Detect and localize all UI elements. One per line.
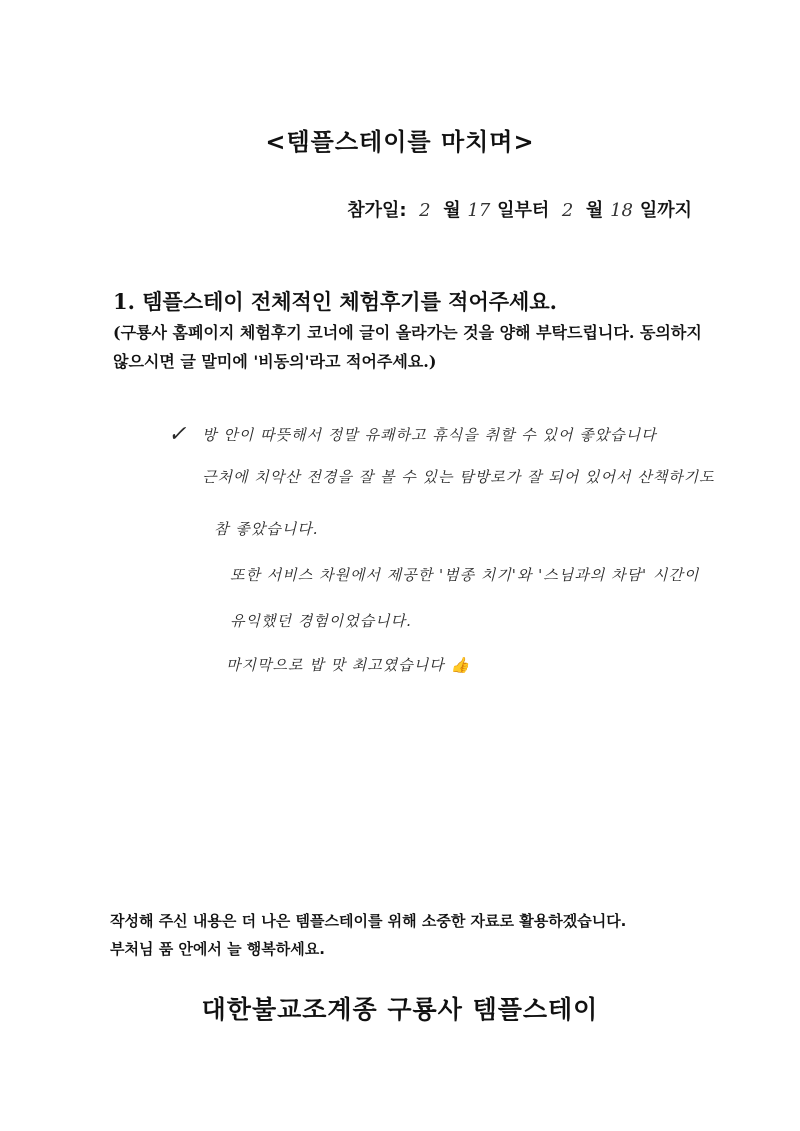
month-word: 월 xyxy=(443,200,461,221)
question-note: (구룡사 홈페이지 체험후기 코너에 글이 올라가는 것을 양해 부탁드립니다. 동의하지 않으시면 글 말미에 '비동의'라고 적어주세요.) xyxy=(113,323,702,371)
participation-period xyxy=(347,196,692,222)
end-month-value: 2 xyxy=(561,200,574,221)
from-word: 일부터 xyxy=(497,200,550,221)
end-day-value: 18 xyxy=(610,200,633,221)
answer-line-6: 마지막으로 밥 맛 최고였습니다 👍 xyxy=(226,656,471,674)
answer-line-3: 참 좋았습니다. xyxy=(214,520,319,538)
answer-line-4: 또한 서비스 차원에서 제공한 '범종 치기'와 '스님과의 차담' 시간이 xyxy=(230,566,700,584)
answer-line-1: 방 안이 따뜻해서 정말 유쾌하고 휴식을 취할 수 있어 좋았습니다 xyxy=(202,426,657,444)
page-title: <템플스테이를 마치며> xyxy=(265,128,535,156)
answer-line-2: 근처에 치악산 전경을 잘 볼 수 있는 탐방로가 잘 되어 있어서 산책하기도 xyxy=(202,468,715,486)
question-heading: 1. 템플스테이 전체적인 체험후기를 적어주세요. xyxy=(113,289,557,314)
temple-name: 대한불교조계종 구룡사 템플스테이 xyxy=(201,995,599,1024)
month-word-2: 월 xyxy=(585,200,604,221)
answer-line-5: 유익했던 경험이었습니다. xyxy=(230,612,412,630)
closing-line-1: 작성해 주신 내용은 더 나은 템플스테이를 위해 소중한 자료로 활용하겠습니다. xyxy=(110,912,627,930)
start-month-value: 2 xyxy=(419,200,431,221)
until-word: 일까지 xyxy=(639,200,692,221)
period-label: 참가일: xyxy=(347,200,407,221)
check-mark: ✓ xyxy=(168,422,187,447)
start-day-value: 17 xyxy=(467,200,491,221)
closing-line-2: 부처님 품 안에서 늘 행복하세요. xyxy=(110,940,325,958)
